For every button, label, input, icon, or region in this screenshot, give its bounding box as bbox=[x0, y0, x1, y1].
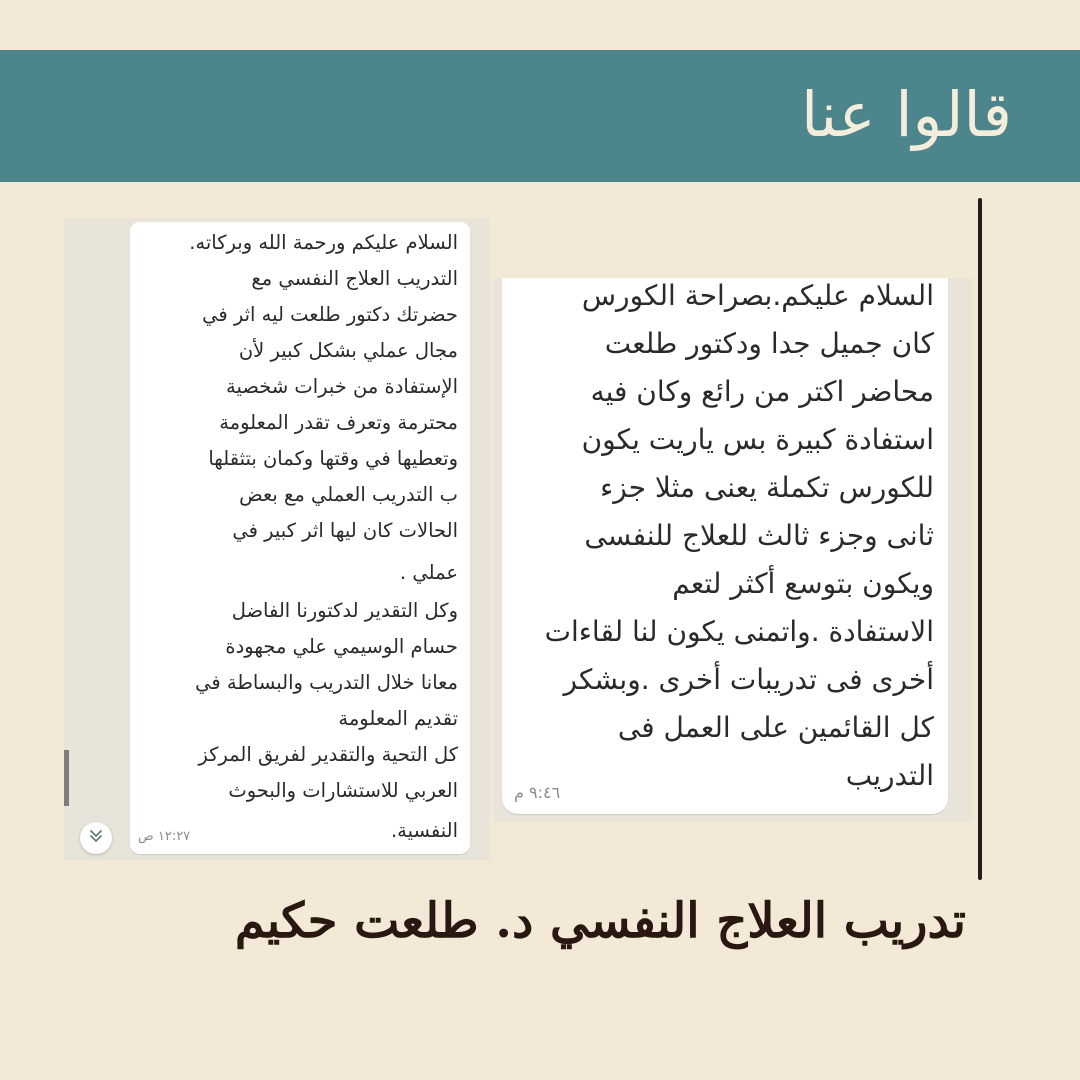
message-bubble[interactable] bbox=[502, 278, 948, 814]
chat-screenshot-right bbox=[494, 278, 972, 822]
message-timestamp: ١٢:٢٧ ص bbox=[138, 829, 191, 844]
message-line: عملي . bbox=[399, 561, 458, 584]
message-line: ثانى وجزء ثالث للعلاج للنفسى bbox=[584, 519, 934, 552]
message-line: ب التدريب العملي مع بعض bbox=[239, 483, 458, 506]
message-line: حسام الوسيمي علي مجهودة bbox=[225, 635, 458, 658]
message-line: أخرى فى تدريبات أخرى .وبشكر bbox=[563, 663, 934, 696]
message-line: وكل التقدير لدكتورنا الفاضل bbox=[231, 599, 458, 622]
message-line: كان جميل جدا ودكتور طلعت bbox=[604, 327, 934, 360]
message-line: الاستفادة .واتمنى يكون لنا لقاءات bbox=[544, 615, 934, 648]
message-line: ويكون بتوسع أكثر لتعم bbox=[672, 567, 934, 600]
scrollbar[interactable] bbox=[64, 750, 69, 806]
message-line: كل التحية والتقدير لفريق المركز bbox=[198, 743, 458, 766]
message-line: حضرتك دكتور طلعت ليه اثر في bbox=[202, 303, 458, 326]
message-line: الإستفادة من خبرات شخصية bbox=[225, 375, 458, 398]
message-line: التدريب bbox=[845, 759, 934, 792]
message-line: النفسية. bbox=[390, 819, 458, 842]
page-title: قالوا عنا bbox=[801, 78, 1012, 151]
message-line: للكورس تكملة يعنى مثلا جزء bbox=[600, 471, 934, 504]
chat-screenshot-left bbox=[64, 218, 490, 860]
message-line: محاضر اكتر من رائع وكان فيه bbox=[590, 375, 934, 408]
message-line: معانا خلال التدريب والبساطة في bbox=[195, 671, 458, 694]
message-line: تقديم المعلومة bbox=[338, 707, 458, 730]
message-line: السلام عليكم.بصراحة الكورس bbox=[581, 279, 934, 312]
chevron-double-down-icon bbox=[88, 828, 104, 848]
message-timestamp: ٩:٤٦ م bbox=[514, 783, 561, 802]
message-bubble[interactable] bbox=[130, 222, 470, 854]
message-line: العربي للاستشارات والبحوث bbox=[228, 779, 458, 802]
message-line: محترمة وتعرف تقدر المعلومة bbox=[219, 411, 458, 434]
message-line: وتعطيها في وقتها وكمان بتثقلها bbox=[208, 447, 458, 470]
message-line: كل القائمين على العمل فى bbox=[617, 711, 934, 744]
message-line: التدريب العلاج النفسي مع bbox=[251, 267, 458, 290]
header-banner bbox=[0, 50, 1080, 182]
vertical-divider bbox=[978, 198, 982, 880]
scroll-down-button[interactable] bbox=[80, 822, 112, 854]
message-line: مجال عملي بشكل كبير لأن bbox=[238, 339, 458, 362]
message-line: الحالات كان ليها اثر كبير في bbox=[232, 519, 458, 542]
message-line: استفادة كبيرة بس ياريت يكون bbox=[581, 423, 934, 456]
footer-title: تدريب العلاج النفسي د. طلعت حكيم bbox=[234, 893, 966, 949]
message-line: السلام عليكم ورحمة الله وبركاته. bbox=[189, 231, 458, 254]
